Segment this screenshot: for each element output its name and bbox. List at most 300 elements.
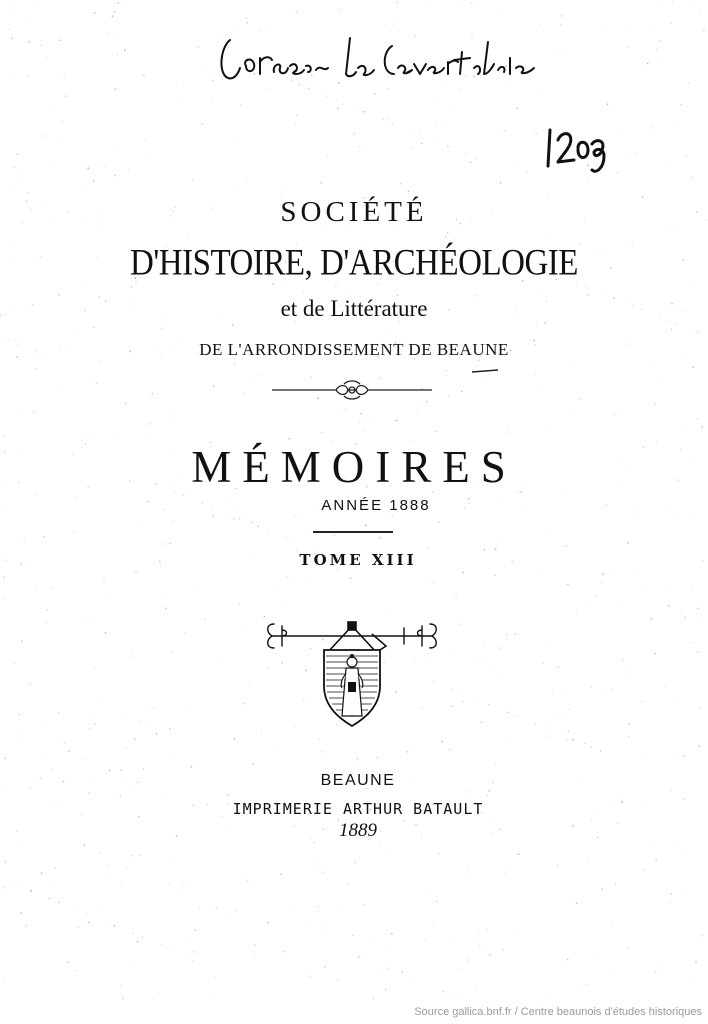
speckle-dot [695, 961, 697, 963]
speckle-dot [234, 363, 236, 365]
speckle-dot [105, 921, 106, 922]
speckle-dot [105, 878, 106, 879]
speckle-dot [648, 848, 649, 849]
speckle-dot [235, 191, 236, 192]
speckle-dot [518, 160, 519, 161]
speckle-dot [387, 852, 388, 853]
speckle-dot [518, 853, 520, 855]
speckle-dot [489, 954, 491, 956]
speckle-dot [28, 41, 30, 43]
speckle-dot [373, 999, 374, 1000]
speckle-dot [462, 572, 464, 574]
speckle-dot [565, 545, 567, 547]
speckle-dot [672, 756, 673, 757]
speckle-dot [671, 893, 672, 894]
speckle-dot [4, 887, 6, 889]
speckle-dot [321, 182, 323, 184]
speckle-dot [205, 619, 206, 620]
speckle-dot [623, 607, 624, 608]
speckle-dot [9, 883, 10, 884]
speckle-dot [692, 366, 693, 367]
speckle-dot [629, 159, 630, 160]
speckle-dot [257, 526, 258, 527]
speckle-dot [359, 422, 360, 423]
speckle-dot [465, 874, 466, 875]
speckle-dot [432, 923, 433, 924]
speckle-dot [226, 915, 227, 916]
speckle-dot [9, 29, 10, 30]
speckle-dot [516, 716, 517, 717]
speckle-dot [161, 543, 162, 544]
speckle-dot [115, 88, 117, 90]
speckle-dot [392, 136, 393, 137]
speckle-dot [237, 143, 238, 144]
speckle-dot [54, 881, 55, 882]
speckle-dot [567, 739, 568, 740]
speckle-dot [146, 436, 147, 437]
speckle-dot [46, 58, 47, 59]
speckle-dot [88, 792, 90, 794]
speckle-dot [205, 67, 206, 68]
speckle-dot [132, 933, 133, 934]
speckle-dot [84, 190, 85, 191]
speckle-dot [360, 413, 362, 415]
speckle-dot [374, 421, 375, 422]
speckle-dot [469, 791, 471, 793]
speckle-dot [671, 23, 672, 24]
speckle-dot [684, 427, 685, 428]
speckle-dot [170, 543, 171, 544]
speckle-dot [338, 414, 339, 415]
speckle-dot [117, 54, 118, 55]
speckle-dot [495, 665, 496, 666]
speckle-dot [448, 396, 450, 398]
speckle-dot [609, 970, 610, 971]
speckle-dot [697, 621, 698, 622]
speckle-dot [19, 413, 20, 414]
speckle-dot [113, 149, 114, 150]
speckle-dot [35, 985, 36, 986]
speckle-dot [595, 596, 596, 597]
speckle-dot [629, 736, 630, 737]
speckle-dot [173, 413, 174, 414]
speckle-dot [165, 793, 166, 794]
speckle-dot [197, 46, 199, 48]
speckle-dot [388, 946, 389, 947]
speckle-dot [99, 852, 101, 854]
speckle-dot [65, 95, 66, 96]
speckle-dot [296, 114, 297, 115]
speckle-dot [546, 995, 547, 996]
speckle-dot [582, 902, 583, 903]
speckle-dot [336, 100, 337, 101]
speckle-dot [549, 533, 550, 534]
speckle-dot [134, 738, 136, 740]
speckle-dot [140, 721, 141, 722]
speckle-dot [701, 426, 703, 428]
speckle-dot [135, 570, 137, 572]
speckle-dot [692, 177, 694, 179]
speckle-dot [473, 2, 474, 3]
speckle-dot [361, 241, 362, 242]
speckle-dot [12, 189, 13, 190]
speckle-dot [670, 902, 671, 903]
ornamental-divider-icon [270, 380, 434, 400]
speckle-dot [347, 883, 348, 884]
speckle-dot [247, 880, 249, 882]
speckle-dot [228, 794, 230, 796]
speckle-dot [160, 944, 161, 945]
speckle-dot [290, 908, 291, 909]
speckle-dot [120, 985, 121, 986]
speckle-dot [584, 743, 585, 744]
speckle-dot [407, 751, 409, 753]
speckle-dot [487, 928, 488, 929]
speckle-dot [63, 74, 65, 76]
speckle-dot [146, 725, 147, 726]
speckle-dot [96, 439, 97, 440]
speckle-dot [170, 948, 171, 949]
speckle-dot [685, 617, 686, 618]
speckle-dot [576, 902, 577, 903]
speckle-dot [393, 231, 394, 232]
speckle-dot [479, 929, 480, 930]
speckle-dot [41, 45, 42, 46]
speckle-dot [679, 514, 680, 515]
speckle-dot [105, 167, 106, 168]
speckle-dot [130, 657, 131, 658]
speckle-dot [458, 969, 459, 970]
speckle-dot [380, 843, 381, 844]
speckle-dot [503, 674, 504, 675]
speckle-dot [391, 933, 392, 934]
speckle-dot [514, 634, 515, 635]
speckle-dot [475, 157, 476, 158]
speckle-dot [49, 898, 51, 900]
speckle-dot [108, 865, 109, 866]
speckle-dot [145, 139, 146, 140]
speckle-dot [40, 722, 41, 723]
speckle-dot [18, 175, 19, 176]
speckle-dot [105, 632, 107, 634]
speckle-dot [132, 653, 133, 654]
speckle-dot [325, 230, 326, 231]
speckle-dot [504, 130, 506, 132]
speckle-dot [20, 912, 22, 914]
speckle-dot [435, 125, 436, 126]
speckle-dot [447, 232, 449, 234]
speckle-dot [207, 123, 208, 124]
speckle-dot [544, 232, 545, 233]
speckle-dot [668, 605, 669, 606]
speckle-dot [420, 134, 421, 135]
speckle-dot [221, 657, 222, 658]
speckle-dot [17, 154, 18, 155]
speckle-dot [287, 576, 288, 577]
speckle-dot [651, 127, 652, 128]
speckle-dot [388, 119, 389, 120]
speckle-dot [94, 723, 95, 724]
speckle-dot [601, 888, 603, 890]
speckle-dot [313, 549, 314, 550]
speckle-dot [688, 82, 690, 84]
speckle-dot [28, 20, 29, 21]
speckle-dot [192, 960, 193, 961]
speckle-dot [615, 883, 616, 884]
speckle-dot [152, 393, 153, 394]
speckle-dot [451, 689, 452, 690]
speckle-dot [611, 690, 612, 691]
speckle-dot [119, 37, 120, 38]
speckle-dot [194, 930, 195, 931]
speckle-dot [87, 167, 89, 169]
speckle-dot [288, 438, 290, 440]
speckle-dot [149, 423, 150, 424]
speckle-dot [410, 130, 411, 131]
speckle-dot [568, 730, 570, 732]
speckle-dot [467, 959, 469, 961]
shelfmark-drawing [540, 120, 620, 180]
speckle-dot [554, 878, 555, 879]
speckle-dot [46, 609, 48, 611]
speckle-dot [658, 381, 659, 382]
speckle-dot [607, 103, 609, 105]
speckle-dot [665, 166, 666, 167]
speckle-dot [661, 2, 662, 3]
speckle-dot [535, 375, 536, 376]
speckle-dot [254, 957, 255, 958]
speckle-dot [189, 956, 190, 957]
speckle-dot [322, 751, 323, 752]
speckle-dot [41, 872, 43, 874]
speckle-dot [391, 610, 392, 611]
speckle-dot [693, 5, 694, 6]
speckle-dot [96, 383, 98, 385]
speckle-dot [165, 608, 167, 610]
speckle-dot [95, 667, 96, 668]
speckle-dot [208, 998, 209, 999]
speckle-dot [311, 377, 312, 378]
speckle-dot [610, 569, 611, 570]
speckle-dot [131, 286, 133, 288]
speckle-dot [244, 703, 245, 704]
speckle-dot [479, 946, 480, 947]
speckle-dot [333, 535, 334, 536]
speckle-dot [350, 577, 352, 579]
speckle-dot [579, 398, 580, 399]
speckle-dot [302, 291, 303, 292]
speckle-dot [142, 936, 143, 937]
speckle-dot [540, 387, 541, 388]
society-name-line-4: DE L'ARRONDISSEMENT DE BEAUNE [199, 340, 509, 359]
short-rule [313, 531, 393, 533]
speckle-dot [94, 12, 96, 14]
speckle-dot [650, 365, 651, 366]
speckle-dot [683, 755, 685, 757]
speckle-dot [411, 148, 412, 149]
speckle-dot [604, 294, 605, 295]
speckle-dot [544, 727, 545, 728]
speckle-dot [285, 188, 286, 189]
speckle-dot [656, 49, 657, 50]
speckle-dot [341, 9, 342, 10]
speckle-dot [600, 750, 601, 751]
speckle-dot [262, 375, 263, 376]
speckle-dot [213, 385, 215, 387]
speckle-dot [690, 177, 691, 178]
speckle-dot [216, 907, 217, 908]
speckle-dot [563, 735, 564, 736]
speckle-dot [540, 25, 541, 26]
speckle-dot [697, 332, 699, 334]
speckle-dot [570, 364, 571, 365]
speckle-dot [643, 589, 644, 590]
speckle-dot [267, 530, 268, 531]
speckle-dot [295, 123, 296, 124]
speckle-dot [446, 125, 447, 126]
speckle-dot [357, 758, 358, 759]
speckle-dot [117, 434, 118, 435]
speckle-dot [455, 939, 456, 940]
speckle-dot [488, 790, 490, 792]
speckle-dot [392, 515, 394, 517]
speckle-dot [535, 723, 536, 724]
speckle-dot [543, 663, 544, 664]
speckle-dot [601, 582, 602, 583]
speckle-dot [614, 414, 615, 415]
speckle-dot [73, 530, 75, 532]
speckle-dot [686, 854, 687, 855]
speckle-dot [379, 378, 380, 379]
speckle-dot [322, 872, 323, 873]
speckle-dot [5, 861, 7, 863]
speckle-dot [29, 683, 31, 685]
speckle-dot [470, 162, 472, 164]
speckle-dot [526, 172, 527, 173]
speckle-dot [359, 956, 361, 958]
speckle-dot [11, 37, 13, 39]
speckle-dot [392, 123, 393, 124]
imprint-year: 1889 [339, 820, 377, 841]
speckle-dot [195, 585, 196, 586]
speckle-dot [671, 588, 672, 589]
speckle-dot [186, 236, 188, 238]
speckle-dot [251, 522, 252, 523]
speckle-dot [495, 764, 496, 765]
speckle-dot [672, 1, 673, 2]
speckle-dot [126, 2, 127, 3]
speckle-dot [365, 525, 367, 527]
speckle-dot [446, 370, 447, 371]
speckle-dot [98, 163, 99, 164]
speckle-dot [563, 692, 564, 693]
speckle-dot [120, 769, 122, 771]
speckle-dot [665, 687, 666, 688]
speckle-dot [442, 991, 444, 993]
speckle-dot [569, 709, 570, 710]
speckle-dot [354, 861, 356, 863]
speckle-dot [125, 403, 127, 405]
speckle-dot [339, 535, 340, 536]
speckle-dot [387, 330, 388, 331]
speckle-dot [169, 728, 171, 730]
speckle-dot [699, 9, 700, 10]
speckle-dot [498, 536, 499, 537]
speckle-dot [5, 193, 6, 194]
speckle-dot [186, 711, 187, 712]
speckle-dot [212, 515, 213, 516]
speckle-dot [588, 600, 589, 601]
speckle-dot [385, 989, 386, 990]
speckle-dot [538, 288, 539, 289]
speckle-dot [647, 63, 649, 65]
speckle-dot [594, 953, 595, 954]
speckle-dot [454, 107, 455, 108]
speckle-dot [255, 380, 256, 381]
speckle-dot [133, 963, 134, 964]
speckle-dot [698, 745, 700, 747]
speckle-dot [572, 739, 574, 741]
speckle-dot [99, 702, 100, 703]
speckle-dot [584, 984, 585, 985]
imprint-printer: IMPRIMERIE ARTHUR BATAULT [232, 800, 484, 818]
speckle-dot [122, 998, 123, 999]
speckle-dot [185, 939, 186, 940]
speckle-dot [35, 2, 36, 3]
speckle-dot [338, 9, 339, 10]
speckle-dot [445, 236, 447, 238]
speckle-dot [246, 22, 248, 24]
speckle-dot [337, 569, 338, 570]
speckle-dot [606, 289, 607, 290]
speckle-dot [26, 925, 28, 927]
speckle-dot [342, 104, 343, 105]
speckle-dot [624, 336, 625, 337]
speckle-dot [346, 409, 347, 410]
speckle-dot [671, 329, 672, 330]
speckle-dot [354, 133, 356, 135]
speckle-dot [473, 942, 474, 943]
speckle-dot [506, 634, 507, 635]
speckle-dot [120, 795, 121, 796]
speckle-dot [35, 493, 36, 494]
speckle-dot [447, 146, 449, 148]
speckle-dot [12, 72, 13, 73]
speckle-dot [560, 24, 561, 25]
speckle-dot [629, 723, 631, 725]
main-title: MÉMOIRES [191, 442, 517, 492]
speckle-dot [193, 951, 195, 953]
speckle-dot [561, 15, 563, 17]
speckle-dot [688, 328, 689, 329]
speckle-dot [591, 746, 592, 747]
speckle-dot [654, 403, 656, 405]
speckle-dot [308, 976, 310, 978]
speckle-dot [546, 430, 547, 431]
speckle-dot [484, 377, 485, 378]
speckle-dot [275, 585, 276, 586]
speckle-dot [358, 762, 359, 763]
speckle-dot [87, 616, 88, 617]
speckle-dot [14, 167, 15, 168]
speckle-dot [212, 80, 213, 81]
speckle-dot [623, 129, 624, 130]
speckle-dot [184, 632, 186, 634]
speckle-dot [438, 521, 440, 523]
speckle-dot [246, 177, 247, 178]
speckle-dot [655, 972, 656, 973]
speckle-dot [246, 18, 247, 19]
